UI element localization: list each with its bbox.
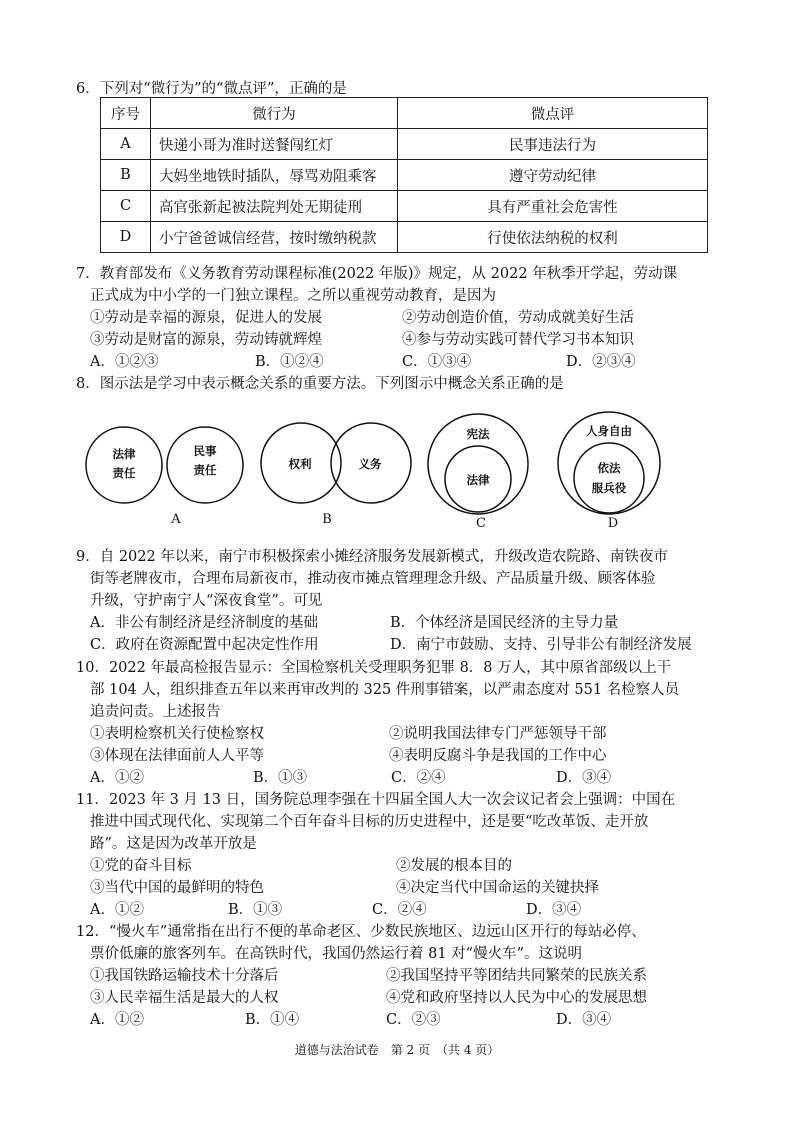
row-behavior: 小宁爸爸诚信经营，按时缴纳税款 [151,222,398,253]
q11-option-c: C．②④ [372,902,427,918]
q9-option-c: C．政府在资源配置中起决定性作用 [90,637,319,653]
row-index: C [101,191,151,222]
q7-option-b: B．①②④ [255,354,324,370]
q12-statement-2: ②我国坚持平等团结共同繁荣的民族关系 [386,968,647,984]
q12-statement-3: ③人民幸福生活是最大的人权 [90,990,279,1006]
q11-stem-line3: 路”。这是因为改革开放是 [90,836,257,852]
q12-stem-line2: 票价低廉的旅客列车。在高铁时代，我国仍然运行着 81 对“慢火车”。这说明 [90,946,582,962]
q8-concept-diagrams [0,400,794,535]
q7-statement-4: ④参与劳动实践可替代学习书本知识 [402,332,634,348]
table-header-row [101,98,708,129]
q6-table [100,97,708,253]
q12-option-c: C．②③ [386,1012,441,1028]
row-comment: 行使依法纳税的权利 [398,222,708,253]
q12-option-a: A．①② [90,1012,144,1028]
diagram-d-outer-label: 人身自由 [586,424,632,438]
q7-statement-1: ①劳动是幸福的源泉，促进人的发展 [90,310,322,326]
row-comment: 民事违法行为 [398,129,708,160]
q9-stem-line3: 升级，守护南宁人“深夜食堂”。可见 [90,593,323,609]
row-comment: 遵守劳动纪律 [398,160,708,191]
q10-stem-line3: 追责问责。上述报告 [90,704,221,720]
row-index: A [101,129,151,160]
row-comment: 具有严重社会危害性 [398,191,708,222]
page-footer: 道德与法治试卷 第 2 页 （共 4 页） [294,1043,500,1057]
header-comment: 微点评 [398,98,708,129]
q7-statement-2: ②劳动创造价值，劳动成就美好生活 [402,310,634,326]
q12-stem-line1: 12．“慢火车”通常指在出行不便的革命老区、少数民族地区、边远山区开行的每站必停、 [76,924,646,940]
q10-stem-line2: 部 104 人，组织排查五年以来再审改判的 325 件刑事错案，以严肃态度对 551 名检察人员 [90,682,680,698]
diagram-a-left-circle [86,427,162,503]
q11-option-d: D．③④ [526,902,582,918]
row-behavior: 快递小哥为准时送餐闯红灯 [151,129,398,160]
q7-option-c: C．①③④ [402,354,472,370]
q12-statement-1: ①我国铁路运输技术十分落后 [90,968,279,984]
q10-statement-1: ①表明检察机关行使检察权 [90,726,264,742]
q10-option-b: B．①③ [253,770,308,786]
q11-option-a: A．①② [90,902,144,918]
diagram-c-caption: C [476,516,486,531]
table-row [101,191,708,222]
diagram-d-inner-circle [574,443,644,513]
q9-stem-line2: 街等老牌夜市，合理布局新夜市，推动夜市摊点管理理念升级、产品质量升级、顾客体验 [90,571,656,587]
q10-statement-3: ③体现在法律面前人人平等 [90,748,264,764]
q9-option-d: D．南宁市鼓励、支持、引导非公有制经济发展 [390,637,692,653]
table-row [101,160,708,191]
diagram-c-inner-label: 法律 [466,473,490,487]
row-index: B [101,160,151,191]
table-row [101,222,708,253]
diagram-d-caption: D [607,516,619,531]
q12-option-d: D．③④ [556,1012,612,1028]
diagram-d-inner-line1: 依法 [597,461,621,475]
q7-option-d: D．②③④ [566,354,636,370]
diagram-a-left-line1: 法律 [112,447,136,461]
table-row [101,129,708,160]
diagram-b-caption: B [322,512,332,527]
diagram-a-left-line2: 责任 [112,466,136,480]
q6-stem: 6．下列对“微行为”的“微点评”，正确的是 [76,81,347,97]
q12-statement-4: ④党和政府坚持以人民为中心的发展思想 [386,990,647,1006]
q11-statement-2: ②发展的根本目的 [396,858,512,874]
diagram-a-right-line2: 责任 [193,463,217,477]
q12-option-b: B．①④ [245,1012,300,1028]
diagram-d-inner-line2: 服兵役 [591,481,627,495]
q11-statement-4: ④决定当代中国命运的关键抉择 [396,880,599,896]
q11-stem-line1: 11．2023 年 3 月 13 日，国务院总理李强在十四届全国人大一次会议记者会上强调：中国在 [76,792,676,808]
q7-option-a: A．①②③ [90,354,159,370]
q10-option-c: C．②④ [391,770,446,786]
header-behavior: 微行为 [151,98,398,129]
q10-stem-line1: 10．2022 年最高检报告显示：全国检察机关受理职务犯罪 8．8 万人，其中原省部级以上干 [76,660,672,676]
q7-stem-line2: 正式成为中小学的一门独立课程。之所以重视劳动教育，是因为 [90,288,496,304]
q10-option-d: D．③④ [556,770,612,786]
diagram-a-right-line1: 民事 [193,444,217,458]
row-behavior: 大妈坐地铁时插队，辱骂劝阻乘客 [151,160,398,191]
q11-statement-1: ①党的奋斗目标 [90,858,192,874]
q8-stem: 8．图示法是学习中表示概念关系的重要方法。下列图示中概念关系正确的是 [76,376,564,392]
row-index: D [101,222,151,253]
q9-option-b: B．个体经济是国民经济的主导力量 [390,615,619,631]
q9-stem-line1: 9．自 2022 年以来，南宁市积极探索小摊经济服务发展新模式，升级改造农院路、南铁夜市 [76,549,668,565]
q10-option-a: A．①② [90,770,144,786]
row-behavior: 高官张新起被法院判处无期徒刑 [151,191,398,222]
q10-statement-2: ②说明我国法律专门严惩领导干部 [389,726,607,742]
q11-option-b: B．①③ [228,902,283,918]
q9-option-a: A．非公有制经济是经济制度的基础 [90,615,318,631]
q11-stem-line2: 推进中国式现代化、实现第二个百年奋斗目标的历史进程中，还是要“吃改革饭、走开放 [90,814,649,830]
q7-statement-3: ③劳动是财富的源泉，劳动铸就辉煌 [90,332,322,348]
q7-stem-line1: 7．教育部发布《义务教育劳动课程标准(2022 年版)》规定，从 2022 年秋季开学起，劳动课 [76,266,678,282]
diagram-b-left-label: 权利 [288,457,312,471]
diagram-b-right-label: 义务 [358,457,382,471]
header-index: 序号 [101,98,151,129]
diagram-c-outer-label: 宪法 [466,427,490,441]
diagram-a-caption: A [171,512,181,527]
q10-statement-4: ④表明反腐斗争是我国的工作中心 [389,748,607,764]
q11-statement-3: ③当代中国的最鲜明的特色 [90,880,264,896]
